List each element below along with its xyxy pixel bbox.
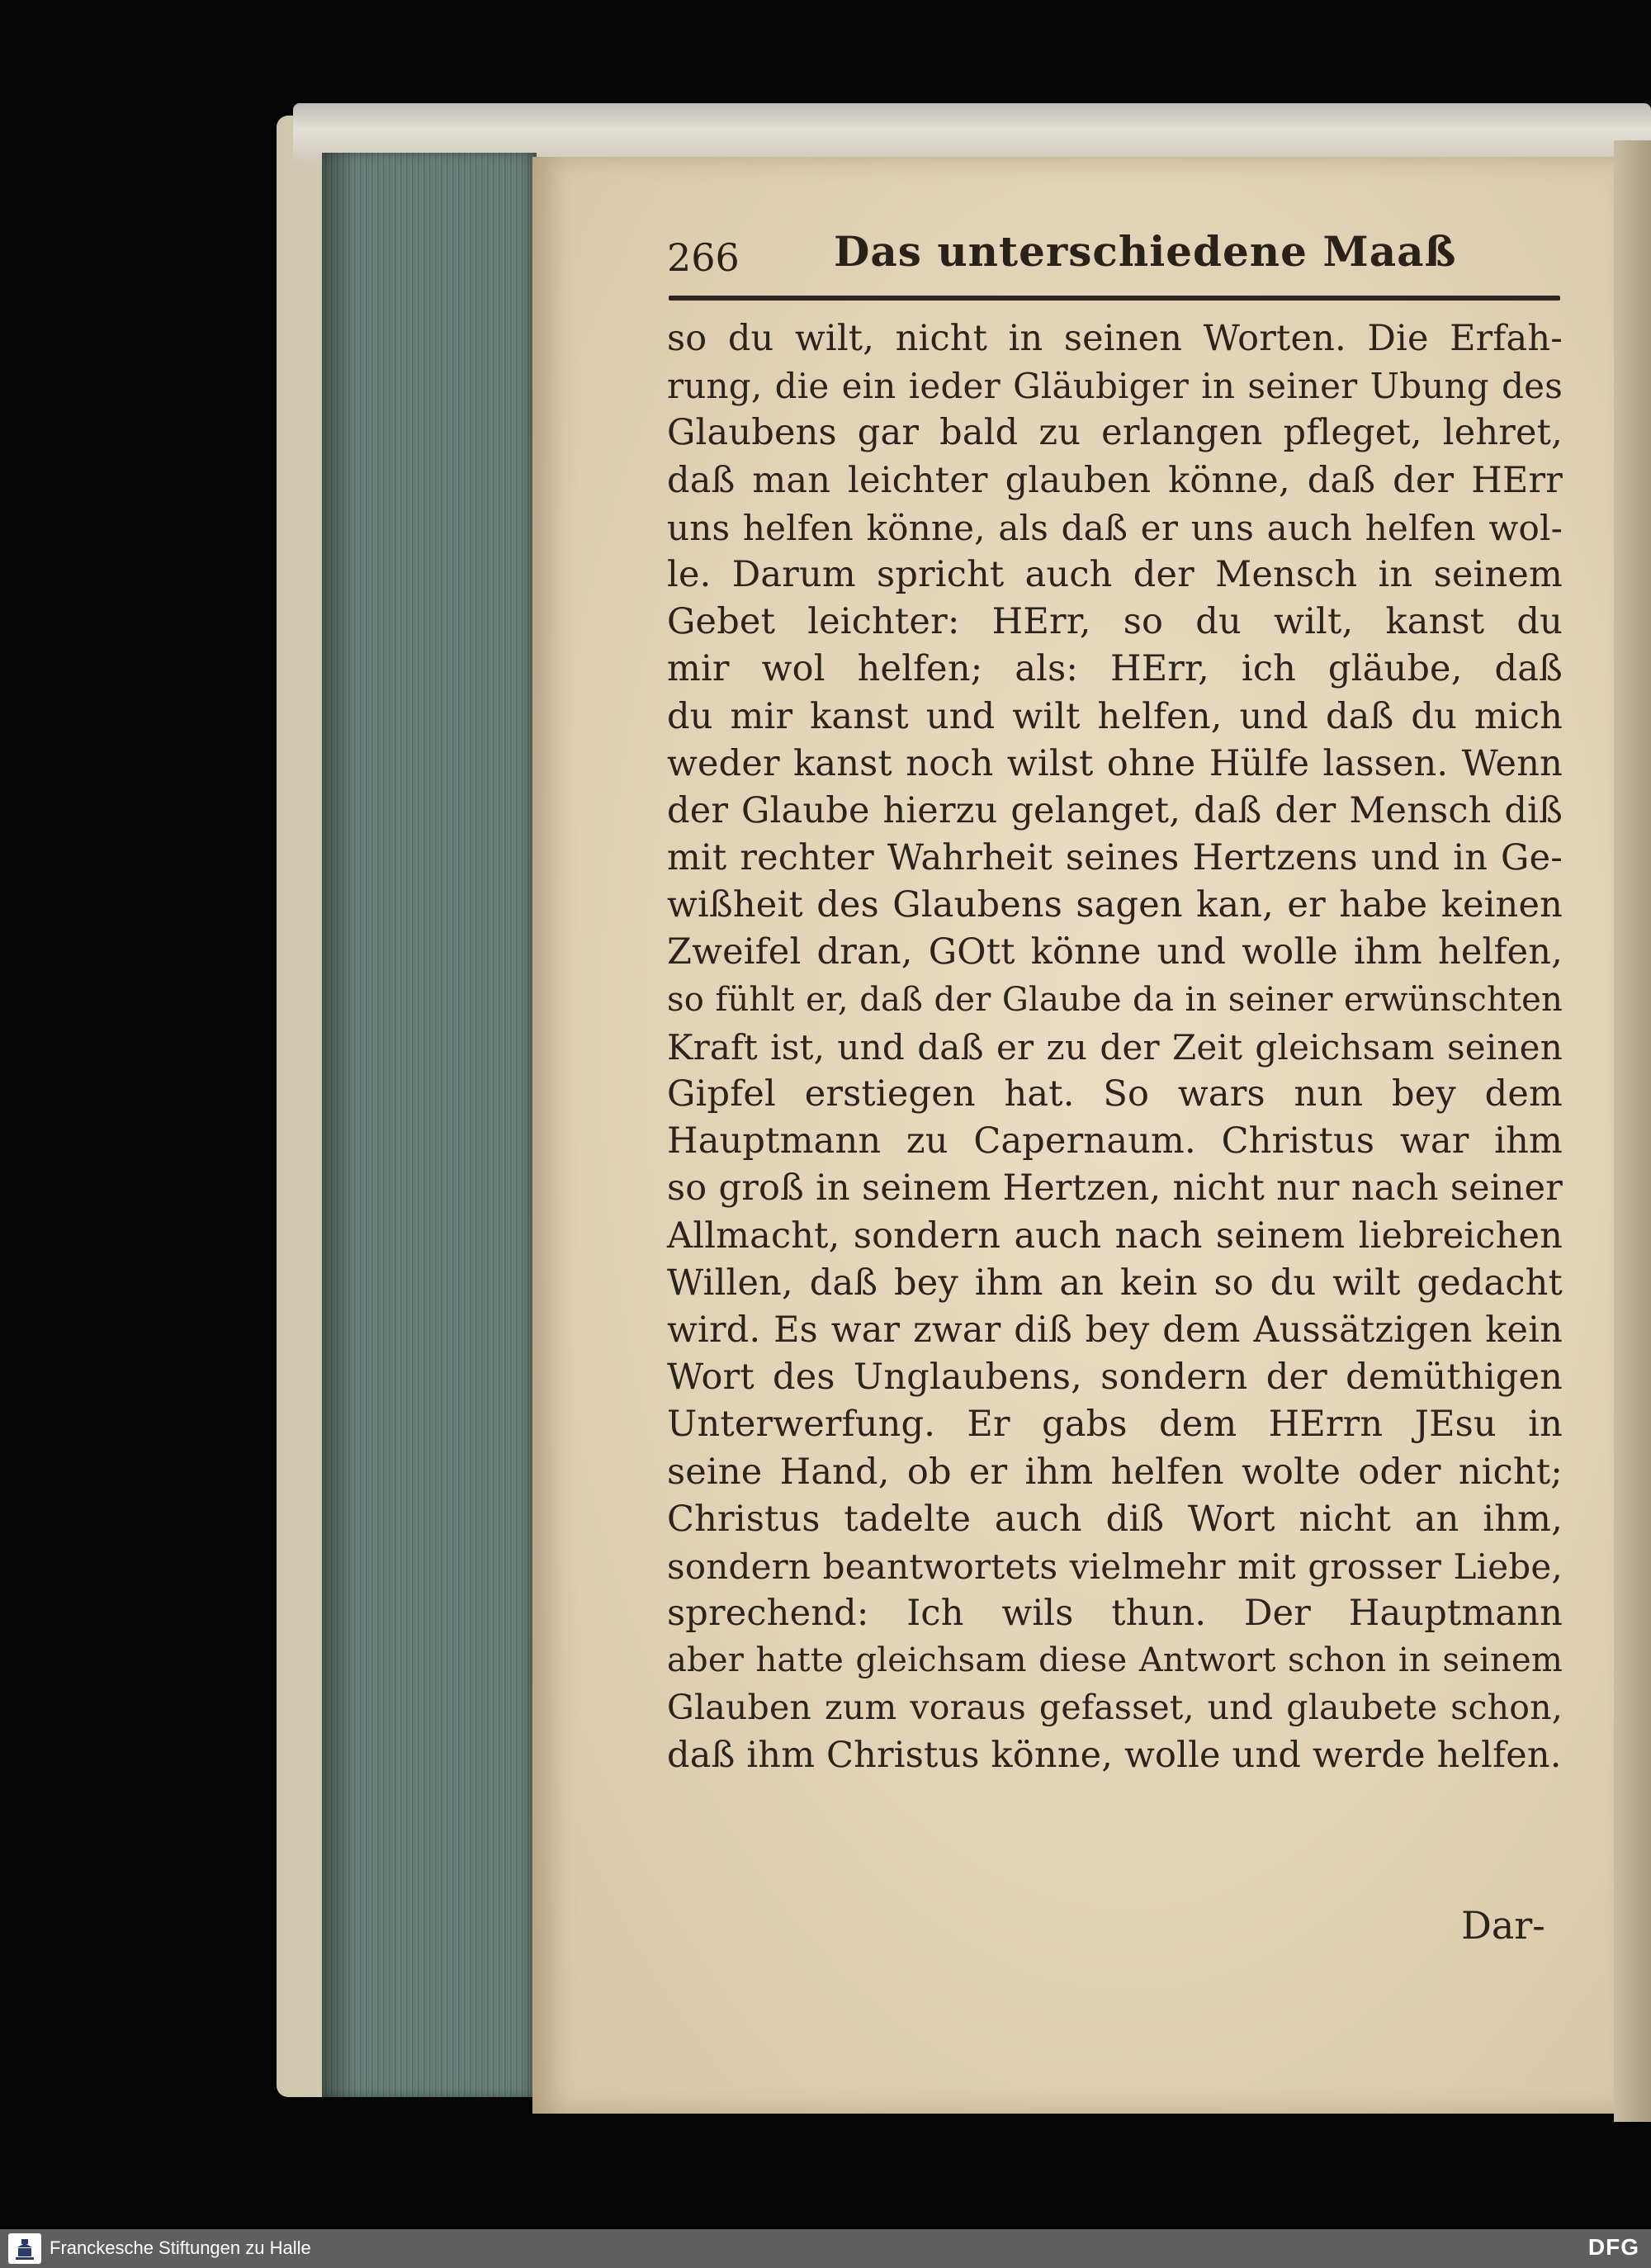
catchword: Dar- xyxy=(1461,1903,1545,1948)
text-line: Christus tadelte auch diß Wort nicht an ihm, xyxy=(667,1498,1563,1540)
text-line: Unterwerfung. Er gabs dem HErrn JEsu in xyxy=(667,1404,1563,1446)
text-line: rung, die ein ieder Gläubiger in seiner Ubung des xyxy=(667,366,1563,407)
text-line: so du wilt, nicht in seinen Worten. Die Erfah- xyxy=(667,318,1563,359)
body-text xyxy=(667,315,1563,1779)
text-line: Gipfel erstiegen hat. So wars nun bey dem xyxy=(667,1073,1563,1115)
text-line: Hauptmann zu Capernaum. Christus war ihm xyxy=(667,1120,1563,1162)
text-line: Kraft ist, und daß er zu der Zeit gleichsam seinen xyxy=(667,1026,1563,1068)
text-line: du mir kanst und wilt helfen, und daß du mich xyxy=(667,695,1563,737)
text-line: le. Darum spricht auch der Mensch in seinem xyxy=(667,553,1563,595)
text-line: daß ihm Christus könne, wolle und werde helfen. xyxy=(667,1734,1562,1776)
viewer-footer-bar xyxy=(0,2229,1651,2268)
text-line: seine Hand, ob er ihm helfen wolte oder nicht; xyxy=(667,1451,1563,1493)
text-line: Zweifel dran, GOtt könne und wolle ihm helfen, xyxy=(667,931,1563,973)
text-line: der Glaube hierzu gelanget, daß der Mensch diß xyxy=(667,789,1563,831)
text-line: mit rechter Wahrheit seines Hertzens und in Ge- xyxy=(667,837,1563,879)
text-line: sprechend: Ich wils thun. Der Hauptmann xyxy=(667,1593,1563,1635)
text-line: Wort des Unglaubens, sondern der demüthigen xyxy=(667,1357,1563,1399)
running-head: Das unterschiedene Maaß xyxy=(834,227,1457,276)
text-line: aber hatte gleichsam diese Antwort schon in seinem xyxy=(667,1641,1563,1680)
page-block-shadow xyxy=(322,153,355,2097)
text-line: wißheit des Glaubens sagen kan, er habe keinen xyxy=(667,884,1563,926)
text-line: so groß in seinem Hertzen, nicht nur nach seiner xyxy=(667,1167,1563,1210)
page-number: 266 xyxy=(667,235,740,280)
text-line: Willen, daß bey ihm an kein so du wilt gedacht xyxy=(667,1262,1563,1304)
text-line: Gebet leichter: HErr, so du wilt, kanst du xyxy=(667,601,1563,643)
institution-name: Franckesche Stiftungen zu Halle xyxy=(50,2237,311,2258)
text-line: daß man leichter glauben könne, daß der HErr xyxy=(667,459,1563,501)
dfg-badge: DFG xyxy=(1587,2234,1639,2260)
text-line: sondern beantwortets vielmehr mit grosser Liebe, xyxy=(667,1546,1563,1587)
text-line: Glauben zum voraus gefasset, und glaubete schon, xyxy=(667,1688,1563,1728)
institution-logo-icon xyxy=(8,2233,41,2264)
text-line: wird. Es war zwar diß bey dem Aussätzigen kein xyxy=(667,1309,1563,1351)
text-line: so fühlt er, daß der Glaube da in seiner erwünschten xyxy=(667,980,1563,1019)
text-line: uns helfen könne, als daß er uns auch helfen wol- xyxy=(667,507,1563,548)
text-line: Allmacht, sondern auch nach seinem liebreichen xyxy=(667,1214,1563,1257)
text-line: mir wol helfen; als: HErr, ich gläube, daß xyxy=(667,648,1563,690)
paper-right-edge xyxy=(1614,140,1651,2122)
text-line: Glaubens gar bald zu erlangen pfleget, lehret, xyxy=(667,412,1563,454)
header-rule xyxy=(669,296,1560,301)
text-line: weder kanst noch wilst ohne Hülfe lassen. Wenn xyxy=(667,742,1563,784)
